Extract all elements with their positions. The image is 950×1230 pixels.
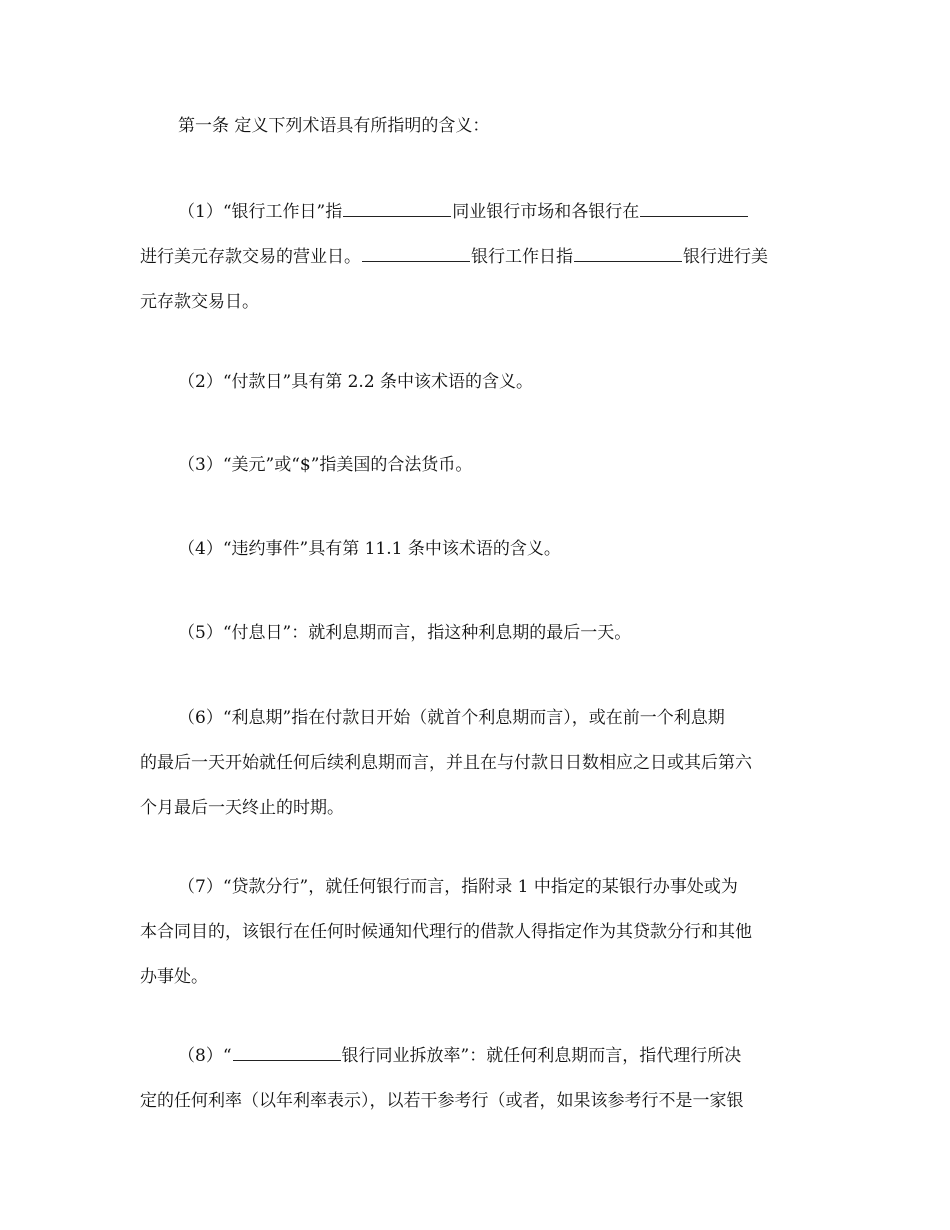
definition-2-line-1: （2）“付款日”具有第 2.2 条中该术语的含义。 xyxy=(178,372,534,392)
article-heading: 第一条 定义下列术语具有所指明的含义： xyxy=(178,116,490,136)
definition-1-text-a: （1）“银行工作日”指 xyxy=(178,202,343,222)
definition-7-line-1: （7）“贷款分行”，就任何银行而言，指附录 1 中指定的某银行办事处或为 xyxy=(178,877,738,897)
definition-8-paragraph xyxy=(140,1034,820,1124)
definition-4-paragraph xyxy=(140,527,820,572)
definition-6-line-3: 个月最后一天终止的时期。 xyxy=(140,798,344,818)
definition-6-line-1: （6）“利息期”指在付款日开始（就首个利息期而言），或在前一个利息期 xyxy=(178,708,725,728)
blank-underline xyxy=(343,202,451,217)
definition-5-line-1: （5）“付息日”：就利息期而言，指这种利息期的最后一天。 xyxy=(178,623,632,643)
definition-1-text-b: 同业银行市场和各银行在 xyxy=(452,202,640,222)
definition-8-line-2: 定的任何利率（以年利率表示），以若干参考行（或者，如果该参考行不是一家银 xyxy=(140,1091,744,1111)
definition-7-line-2: 本合同目的，该银行在任何时候通知代理行的借款人得指定作为其贷款分行和其他 xyxy=(140,922,752,942)
definition-1-text-e: 银行进行美 xyxy=(683,247,768,267)
blank-underline xyxy=(640,202,748,217)
blank-underline xyxy=(233,1046,341,1061)
definition-1-line-2 xyxy=(140,235,820,280)
definition-1-line-1 xyxy=(140,190,820,235)
blank-underline xyxy=(362,247,470,262)
definition-1-text-d: 银行工作日指 xyxy=(471,247,573,267)
definition-7-paragraph xyxy=(140,865,820,1000)
definition-6-paragraph xyxy=(140,696,820,831)
definition-3-paragraph xyxy=(140,443,820,488)
definition-1-line-3: 元存款交易日。 xyxy=(140,292,259,312)
definition-8-line-1 xyxy=(140,1034,820,1079)
definition-6-line-2: 的最后一天开始就任何后续利息期而言，并且在与付款日日数相应之日或其后第六 xyxy=(140,753,752,773)
definition-7-line-3: 办事处。 xyxy=(140,967,208,987)
definition-2-paragraph xyxy=(140,360,820,405)
definition-8-text-b: 银行同业拆放率”：就任何利息期而言，指代理行所决 xyxy=(341,1046,742,1066)
definition-3-line-1: （3）“美元”或“$”指美国的合法货币。 xyxy=(178,455,473,475)
definition-1-text-c: 进行美元存款交易的营业日。 xyxy=(140,247,361,267)
definition-4-line-1: （4）“违约事件”具有第 11.1 条中该术语的含义。 xyxy=(178,539,561,559)
blank-underline xyxy=(574,247,682,262)
definition-8-text-a: （8）“ xyxy=(178,1046,232,1066)
definition-1-paragraph xyxy=(140,190,820,325)
definition-5-paragraph xyxy=(140,611,820,656)
